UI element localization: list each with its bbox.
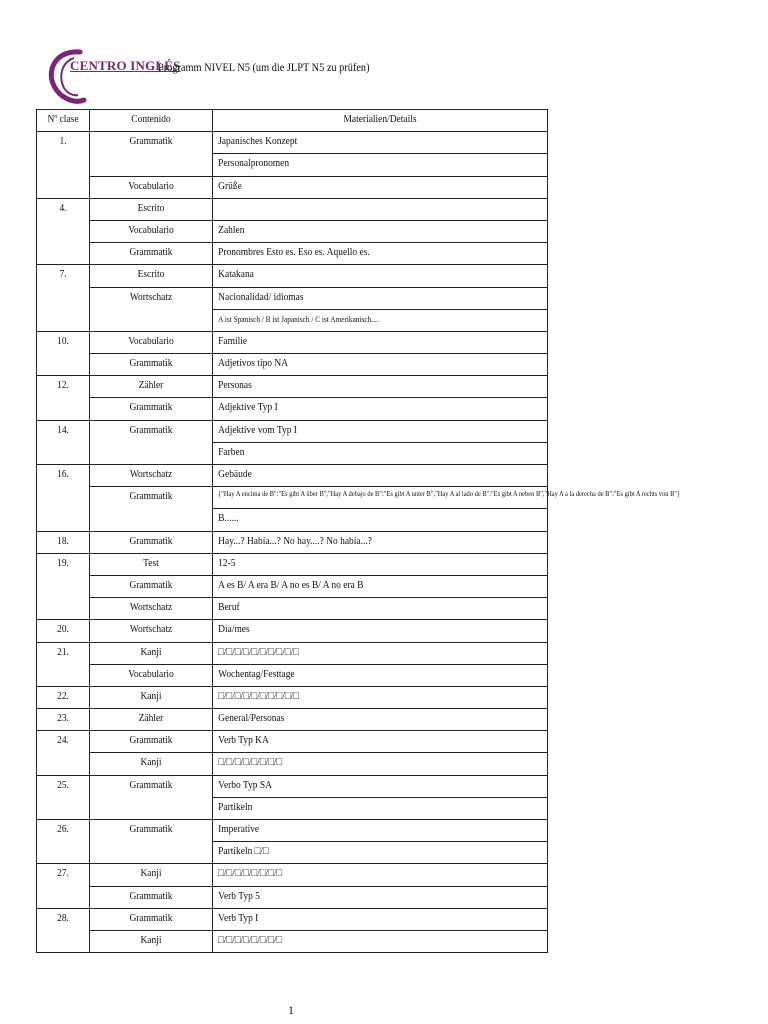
content-cell: Kanji <box>90 753 213 775</box>
material-cell: Verb Typ KA <box>213 731 548 753</box>
program-table <box>36 109 681 953</box>
material-cell: Verbo Typ SA <box>213 775 548 797</box>
header-class-number: Nº clase <box>37 110 90 132</box>
class-number-cell: 12. <box>37 376 90 420</box>
content-cell: Zähler <box>90 709 213 731</box>
material-cell: Katakana <box>213 265 548 287</box>
table-row <box>37 908 548 930</box>
table-row <box>37 553 548 575</box>
material-cell: A es B/ A era B/ A no es B/ A no era B <box>213 575 548 597</box>
material-cell: Pronombres Esto es. Eso es. Aquello es. <box>213 243 548 265</box>
table-row <box>37 886 548 908</box>
content-cell: Grammatik <box>90 531 213 553</box>
material-cell: □/□/□/□/□/□/□/□ <box>213 753 548 775</box>
table-row <box>37 775 548 797</box>
content-cell: Grammatik <box>90 243 213 265</box>
class-number-cell: 26. <box>37 820 90 864</box>
table-row <box>37 753 548 775</box>
class-number-cell: 24. <box>37 731 90 775</box>
table-row <box>37 531 548 553</box>
content-cell: Escrito <box>90 198 213 220</box>
content-cell: Vocabulario <box>90 176 213 198</box>
table-row <box>37 487 548 509</box>
table-header-row <box>37 110 548 132</box>
material-cell: {"Hay A encima de B":"Es gibt A über B","Hay A debajo de B":"Es gibt A unter B","Hay A al lado de B":"Es gibt A neben B","Hay A a la derecha de B":"Es gibt A rechts von B"} <box>213 487 548 509</box>
material-cell: Personalpronomen <box>213 154 548 176</box>
document-title: Programm NIVEL N5 (um die JLPT N5 zu prüfen) <box>158 60 370 74</box>
material-cell: □/□/□/□/□/□/□/□/□/□ <box>213 686 548 708</box>
class-number-cell: 21. <box>37 642 90 686</box>
class-number-cell: 28. <box>37 908 90 952</box>
content-cell: Grammatik <box>90 132 213 176</box>
content-cell: Escrito <box>90 265 213 287</box>
content-cell: Wortschatz <box>90 287 213 331</box>
class-number-cell: 19. <box>37 553 90 620</box>
table-row <box>37 820 548 842</box>
content-cell: Kanji <box>90 642 213 664</box>
content-cell: Vocabulario <box>90 331 213 353</box>
content-cell: Grammatik <box>90 731 213 753</box>
material-cell: Grüße <box>213 176 548 198</box>
table-row <box>37 265 548 287</box>
content-cell: Grammatik <box>90 820 213 864</box>
table-row <box>37 575 548 597</box>
content-cell: Grammatik <box>90 420 213 464</box>
header-content: Contenido <box>90 110 213 132</box>
content-cell: Zähler <box>90 376 213 398</box>
class-number-cell: 27. <box>37 864 90 908</box>
logo-text: CENTRO INGLÉS <box>70 58 181 73</box>
material-cell: Partikeln <box>213 797 548 819</box>
content-cell: Grammatik <box>90 398 213 420</box>
material-cell: Japanisches Konzept <box>213 132 548 154</box>
table-row <box>37 930 548 952</box>
table-row <box>37 354 548 376</box>
material-cell: Zahlen <box>213 220 548 242</box>
class-number-cell: 14. <box>37 420 90 464</box>
material-cell: Farben <box>213 442 548 464</box>
table-row <box>37 220 548 242</box>
material-cell: Nacionalidad/ idiomas <box>213 287 548 309</box>
material-cell: □/□/□/□/□/□/□/□ <box>213 864 548 886</box>
table-row <box>37 243 548 265</box>
material-cell: Adjetivos tipo NA <box>213 354 548 376</box>
table-row <box>37 287 548 309</box>
material-cell: Partikeln □/□ <box>213 842 548 864</box>
table-row <box>37 376 548 398</box>
content-cell: Grammatik <box>90 487 213 531</box>
table-row <box>37 664 548 686</box>
content-cell: Test <box>90 553 213 575</box>
material-cell <box>213 198 548 220</box>
content-cell: Grammatik <box>90 575 213 597</box>
class-number-cell: 7. <box>37 265 90 332</box>
content-cell: Kanji <box>90 686 213 708</box>
class-number-cell: 20. <box>37 620 90 642</box>
class-number-cell: 1. <box>37 132 90 199</box>
table-row <box>37 465 548 487</box>
material-cell: Adjektive vom Typ I <box>213 420 548 442</box>
material-cell: Imperative <box>213 820 548 842</box>
class-number-cell: 10. <box>37 331 90 375</box>
material-cell: Adjektive Typ I <box>213 398 548 420</box>
content-cell: Kanji <box>90 930 213 952</box>
table-row <box>37 642 548 664</box>
material-cell: Verb Typ I <box>213 908 548 930</box>
class-number-cell: 18. <box>37 531 90 553</box>
header-materials: Materialien/Details <box>213 110 548 132</box>
table-row <box>37 686 548 708</box>
content-cell: Grammatik <box>90 354 213 376</box>
centro-ingles-logo <box>44 48 164 104</box>
table-row <box>37 176 548 198</box>
material-cell: Gebäude <box>213 465 548 487</box>
table-row <box>37 709 548 731</box>
content-cell: Wortschatz <box>90 620 213 642</box>
document-header <box>40 46 560 106</box>
material-cell: General/Personas <box>213 709 548 731</box>
table-row <box>37 420 548 442</box>
material-cell: Personas <box>213 376 548 398</box>
content-cell: Wortschatz <box>90 598 213 620</box>
material-cell: B...... <box>213 509 548 531</box>
content-cell: Grammatik <box>90 908 213 930</box>
material-cell: □/□/□/□/□/□/□/□ <box>213 930 548 952</box>
class-number-cell: 22. <box>37 686 90 708</box>
content-cell: Grammatik <box>90 886 213 908</box>
material-cell: Verb Typ 5 <box>213 886 548 908</box>
table-row <box>37 731 548 753</box>
table-row <box>37 132 548 154</box>
material-cell: Wochentag/Festtage <box>213 664 548 686</box>
material-cell: Hay...? Había...? No hay....? No había...? <box>213 531 548 553</box>
table-row <box>37 198 548 220</box>
class-number-cell: 16. <box>37 465 90 532</box>
material-cell: Familie <box>213 331 548 353</box>
page-number: 1 <box>288 1003 294 1017</box>
content-cell: Vocabulario <box>90 664 213 686</box>
class-number-cell: 25. <box>37 775 90 819</box>
material-cell: □/□/□/□/□/□/□/□/□/□ <box>213 642 548 664</box>
material-cell: Día/mes <box>213 620 548 642</box>
content-cell: Wortschatz <box>90 465 213 487</box>
table-row <box>37 398 548 420</box>
material-cell: 12-5 <box>213 553 548 575</box>
table-body <box>37 132 681 953</box>
table-row <box>37 864 548 886</box>
table-row <box>37 598 548 620</box>
material-cell: A ist Spanisch / B ist Japanisch / C ist Amerikanisch.... <box>213 309 548 331</box>
content-cell: Kanji <box>90 864 213 886</box>
table-row <box>37 331 548 353</box>
content-cell: Grammatik <box>90 775 213 819</box>
material-cell: Beruf <box>213 598 548 620</box>
table-row <box>37 620 548 642</box>
content-cell: Vocabulario <box>90 220 213 242</box>
class-number-cell: 23. <box>37 709 90 731</box>
class-number-cell: 4. <box>37 198 90 265</box>
